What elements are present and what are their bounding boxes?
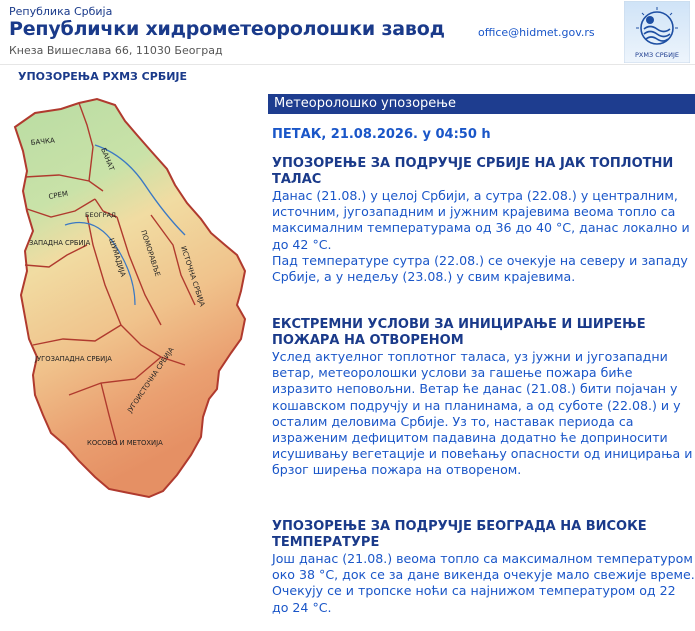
region-label: БЕОГРАД xyxy=(85,211,117,219)
region-label: БАНАТ xyxy=(99,146,116,172)
region-label: СРЕМ xyxy=(47,189,69,201)
warning-section xyxy=(272,519,695,616)
republic-label: Република Србија xyxy=(9,5,113,18)
address-text: Кнеза Вишеслава 66, 11030 Београд xyxy=(9,44,223,57)
region-label: ПОМОРАВЉЕ xyxy=(139,229,162,278)
warning-bar-title: Метеоролошко упозорење xyxy=(268,94,695,114)
warning-date: ПЕТАК, 21.08.2026. у 04:50 h xyxy=(272,127,491,142)
sidebar-title[interactable]: УПОЗОРЕЊА РХМЗ СРБИЈЕ xyxy=(18,70,188,83)
section-paragraph: Још данас (21.08.) веома топло са максималном температуром око 38 °C, док се за дане викенда очекује мало свежије време. Очекују се и тропске ноћи са најнижом температуром од 22 до 24 °C. xyxy=(272,551,695,615)
region-label: КОСОВО И МЕТОХИЈА xyxy=(87,439,163,447)
section-title: ЕКСТРЕМНИ УСЛОВИ ЗА ИНИЦИРАЊЕ И ШИРЕЊЕ ПОЖАРА НА ОТВОРЕНОМ xyxy=(272,317,646,348)
section-paragraph: Услед актуелног топлотног таласа, уз јужни и југозападни ветар, метеоролошки услови за гашење пожара биће изразито неповољни. Ветар ће данас (21.08.) бити појачан у кошавском подручју и на планинама, а од суботе (22.08.) и у осталим деловима Србије. Уз то, наставак периода са израженим дефицитом падавина додатно ће доприносити исушивању вегетације и повећању опасности од иницирања и брзог ширења пожара на отвореном. xyxy=(272,349,693,478)
region-label: ШУМАДИЈА xyxy=(107,237,128,278)
section-title: УПОЗОРЕЊЕ ЗА ПОДРУЧЈЕ БЕОГРАДА НА ВИСОКЕ ТЕМПЕРАТУРЕ xyxy=(272,519,647,550)
header-divider xyxy=(0,64,695,65)
section-paragraph: Пад температуре сутра (22.08.) се очекује на северу и западу Србије, а у недељу (23.08.) у свим крајевима. xyxy=(272,252,688,285)
rhmz-logo[interactable] xyxy=(624,1,690,63)
logo-text: РХМЗ СРБИЈЕ xyxy=(634,51,680,59)
warning-section xyxy=(272,317,695,479)
region-label: ЈУГОЗАПАДНА СРБИЈА xyxy=(35,355,112,363)
warning-section xyxy=(272,156,695,285)
region-label: ИСТОЧНА СРБИЈА xyxy=(179,245,207,308)
serbia-outline xyxy=(15,99,245,497)
section-title: УПОЗОРЕЊЕ ЗА ПОДРУЧЈЕ СРБИЈЕ НА ЈАК ТОПЛОТНИ ТАЛАС xyxy=(272,156,674,187)
region-label: БАЧКА xyxy=(30,136,56,147)
site-header xyxy=(0,0,695,62)
region-label: ЈУГОИСТОЧНА СРБИЈА xyxy=(126,345,176,415)
serbia-region-map[interactable] xyxy=(5,95,263,535)
institute-title[interactable]: Републички хидрометеоролошки завод xyxy=(9,18,445,40)
email-link[interactable]: office@hidmet.gov.rs xyxy=(478,26,595,39)
section-paragraph: Данас (21.08.) у целој Србији, а сутра (22.08.) у централним, источним, југозападним и јужним крајевима веома топло са максималним температурама од 36 до 40 °C, данас локално и до 42 °C. xyxy=(272,188,690,252)
region-label: ЗАПАДНА СРБИЈА xyxy=(29,239,91,247)
